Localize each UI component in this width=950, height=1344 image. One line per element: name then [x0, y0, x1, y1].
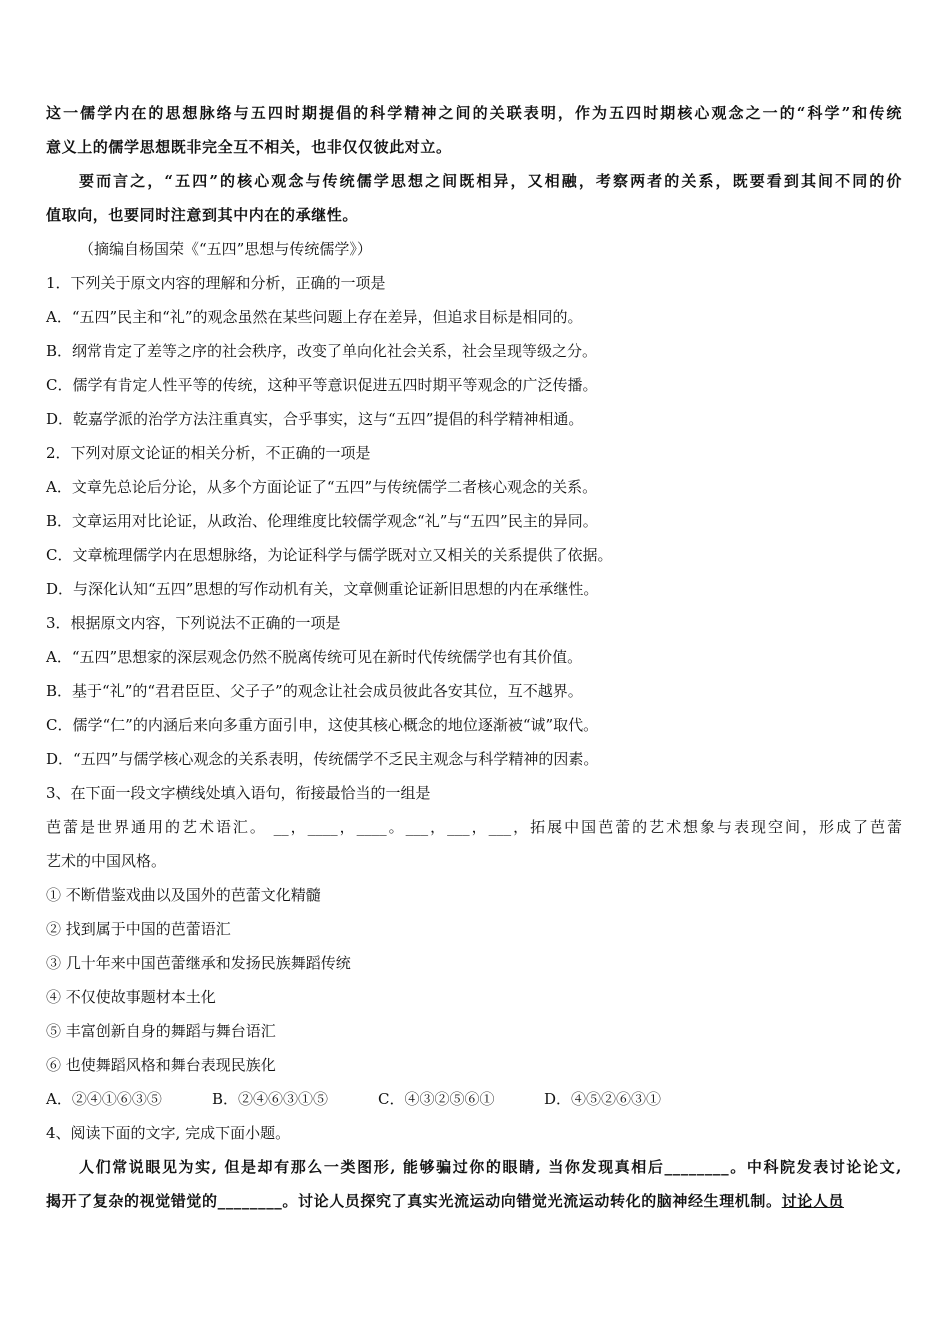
- question-stem: 1．下列关于原文内容的理解和分析，正确的一项是: [46, 274, 386, 292]
- question-option: C．儒学“仁”的内涵后来向多重方面引申，这使其核心概念的地位逐渐被“诚”取代。: [46, 716, 599, 734]
- question-option: D．“五四”与儒学核心观念的关系表明，传统儒学不乏民主观念与科学精神的因素。: [46, 750, 599, 768]
- reading-paragraph: [46, 1184, 902, 1218]
- question-option: B．文章运用对比论证，从政治、伦理维度比较儒学观念“礼”与“五四”民主的异同。: [46, 512, 598, 530]
- numbered-item: ⑤ 丰富创新自身的舞蹈与舞台语汇: [46, 1022, 276, 1040]
- question-stem: 2．下列对原文论证的相关分析，不正确的一项是: [46, 444, 371, 462]
- answer-options: [46, 1082, 902, 1116]
- passage-source: （摘编自杨国荣《“五四”思想与传统儒学》）: [79, 240, 372, 258]
- passage-line: 意义上的儒学思想既非完全互不相关，也非仅仅彼此对立。: [46, 138, 452, 156]
- question-option: C．儒学有肯定人性平等的传统，这种平等意识促进五四时期平等观念的广泛传播。: [46, 376, 598, 394]
- passage-line: 这一儒学内在的思想脉络与五四时期提倡的科学精神之间的关联表明，作为五四时期核心观念之一的“科学”和传统: [46, 104, 902, 122]
- numbered-item: ② 找到属于中国的芭蕾语汇: [46, 920, 231, 938]
- question-option: C．文章梳理儒学内在思想脉络，为论证科学与儒学既对立又相关的关系提供了依据。: [46, 546, 613, 564]
- numbered-item: ④ 不仅使故事题材本土化: [46, 988, 216, 1006]
- question-option: A．文章先总论后分论，从多个方面论证了“五四”与传统儒学二者核心观念的关系。: [46, 478, 598, 496]
- reading-text: 揭开了复杂的视觉错觉的________。讨论人员探究了真实光流运动向错觉光流运动转化的脑神经生理机制。: [46, 1192, 782, 1210]
- numbered-item: ③ 几十年来中国芭蕾继承和发扬民族舞蹈传统: [46, 954, 351, 972]
- question-stem: 4、阅读下面的文字, 完成下面小题。: [46, 1124, 291, 1142]
- question-option: D．与深化认知“五四”思想的写作动机有关，文章侧重论证新旧思想的内在承继性。: [46, 580, 599, 598]
- underlined-text: 讨论人员: [781, 1192, 845, 1210]
- question-paragraph: 艺术的中国风格。: [46, 852, 167, 870]
- numbered-item: ⑥ 也使舞蹈风格和舞台表现民族化: [46, 1056, 276, 1074]
- reading-paragraph: 人们常说眼见为实, 但是却有那么一类图形, 能够骗过你的眼睛, 当你发现真相后________。中科院发表讨论论文,: [79, 1158, 902, 1176]
- passage-line: 值取向，也要同时注意到其中内在的承继性。: [46, 206, 359, 224]
- passage-line: 要而言之，“五四”的核心观念与传统儒学思想之间既相异，又相融，考察两者的关系，既要看到其间不同的价: [79, 172, 902, 190]
- answer-option-c: C．④③②⑤⑥①: [378, 1090, 495, 1108]
- answer-option-a: A．②④①⑥③⑤: [46, 1090, 162, 1108]
- question-stem: 3、在下面一段文字横线处填入语句，衔接最恰当的一组是: [46, 784, 431, 802]
- question-option: A．“五四”民主和“礼”的观念虽然在某些问题上存在差异，但追求目标是相同的。: [46, 308, 583, 326]
- answer-option-d: D．④⑤②⑥③①: [544, 1090, 662, 1108]
- question-option: D．乾嘉学派的治学方法注重真实，合乎事实，这与“五四”提倡的科学精神相通。: [46, 410, 584, 428]
- answer-option-b: B．②④⑥③①⑤: [212, 1090, 329, 1108]
- document-page: [46, 96, 902, 1218]
- question-option: B．基于“礼”的“君君臣臣、父子子”的观念让社会成员彼此各安其位，互不越界。: [46, 682, 583, 700]
- question-paragraph: 芭蕾是世界通用的艺术语汇。 __，____，____。___，___，___，拓展中国芭蕾的艺术想象与表现空间，形成了芭蕾: [46, 818, 902, 836]
- question-option: B．纲常肯定了差等之序的社会秩序，改变了单向化社会关系，社会呈现等级之分。: [46, 342, 598, 360]
- question-option: A．“五四”思想家的深层观念仍然不脱离传统可见在新时代传统儒学也有其价值。: [46, 648, 583, 666]
- numbered-item: ① 不断借鉴戏曲以及国外的芭蕾文化精髓: [46, 886, 321, 904]
- question-stem: 3．根据原文内容，下列说法不正确的一项是: [46, 614, 341, 632]
